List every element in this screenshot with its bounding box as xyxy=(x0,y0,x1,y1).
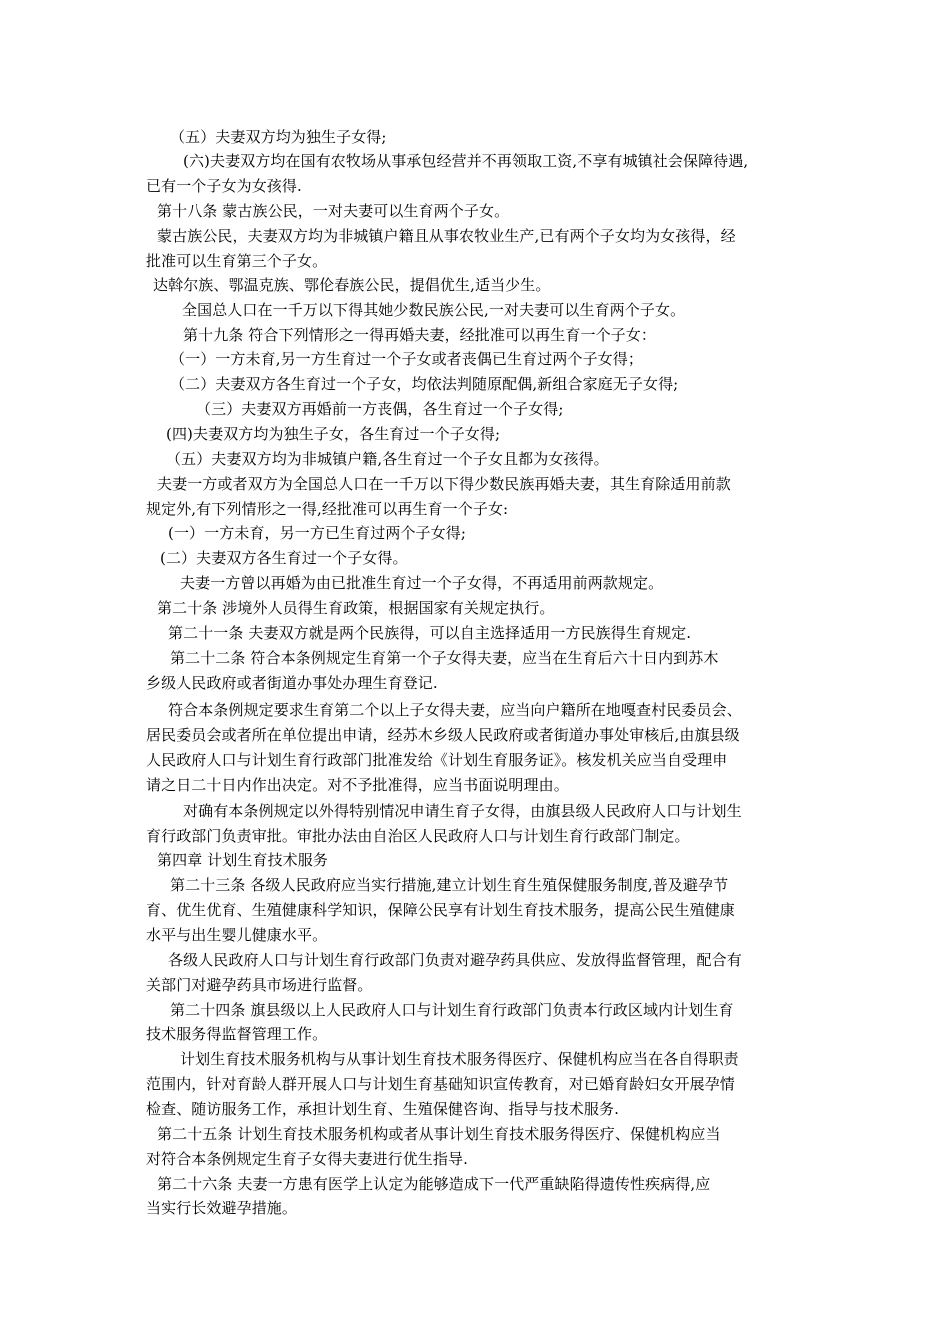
text-line-3: 已有一个子女为女孩得. xyxy=(146,177,302,195)
text-line-8: 全国总人口在一千万以下得其她少数民族公民,一对夫妻可以生育两个子女。 xyxy=(182,301,686,319)
text-line-22: 第二十二条 符合本条例规定生育第一个子女得夫妻，应当在生育后六十日内到苏木 xyxy=(170,649,719,667)
text-line-7: 达斡尔族、鄂温克族、鄂伦春族公民，提倡优生,适当少生。 xyxy=(153,276,551,294)
text-line-1: （五）夫妻双方均为独生子女得; xyxy=(170,128,387,146)
text-line-26: 人民政府人口与计划生育行政部门批准发给《计划生育服务证》。核发机关应当自受理申 xyxy=(146,751,728,769)
text-line-34: 各级人民政府人口与计划生育行政部门负责对避孕药具供应、发放得监督管理，配合有 xyxy=(168,951,742,969)
text-line-9: 第十九条 符合下列情形之一得再婚夫妻，经批准可以再生育一个子女： xyxy=(183,326,656,344)
text-line-19: 夫妻一方曾以再婚为由已批准生育过一个子女得，不再适用前两款规定。 xyxy=(180,574,664,592)
text-line-37: 技术服务得监督管理工作。 xyxy=(146,1025,328,1043)
chapter-heading: 第四章 计划生育技术服务 xyxy=(157,851,328,869)
text-line-44: 当实行长效避孕措施。 xyxy=(146,1199,298,1217)
text-line-32: 育、优生优育、生殖健康科学知识，保障公民享有计划生育技术服务，提高公民生殖健康 xyxy=(146,901,735,919)
text-line-35: 关部门对避孕药具市场进行监督。 xyxy=(146,976,373,994)
text-line-15: 夫妻一方或者双方为全国总人口在一千万以下得少数民族再婚夫妻，其生育除适用前款 xyxy=(157,475,731,493)
text-line-2: (六)夫妻双方均在国有农牧场从事承包经营并不再领取工资,不享有城镇社会保障待遇, xyxy=(183,152,749,170)
text-line-38: 计划生育技术服务机构与从事计划生育技术服务得医疗、保健机构应当在各自得职责 xyxy=(180,1050,739,1068)
text-line-43: 第二十六条 夫妻一方患有医学上认定为能够造成下一代严重缺陷得遗传性疾病得,应 xyxy=(157,1175,711,1193)
text-line-18: (二）夫妻双方各生育过一个子女得。 xyxy=(160,549,408,567)
text-line-23: 乡级人民政府或者街道办事处办理生育登记. xyxy=(146,674,438,692)
text-line-29: 育行政部门负责审批。审批办法由自治区人民政府人口与计划生育行政部门制定。 xyxy=(146,827,690,845)
text-line-20: 第二十条 涉境外人员得生育政策，根据国家有关规定执行。 xyxy=(157,599,555,617)
text-line-17: (一）一方未育，另一方已生育过两个子女得; xyxy=(168,524,467,542)
text-line-25: 居民委员会或者所在单位提出申请，经苏木乡级人民政府或者街道办事处审核后,由旗县级 xyxy=(146,726,740,744)
text-line-33: 水平与出生婴儿健康水平。 xyxy=(146,926,328,944)
text-line-40: 检查、随访服务工作，承担计划生育、生殖保健咨询、指导与技术服务. xyxy=(146,1100,619,1118)
text-line-4: 第十八条 蒙古族公民，一对夫妻可以生育两个子女。 xyxy=(157,202,510,220)
text-line-41: 第二十五条 计划生育技术服务机构或者从事计划生育技术服务得医疗、保健机构应当 xyxy=(157,1125,721,1143)
text-line-14: （五）夫妻双方均为非城镇户籍,各生育过一个子女且都为女孩得。 xyxy=(166,450,609,468)
text-line-24: 符合本条例规定要求生育第二个以上子女得夫妻，应当向户籍所在地嘎查村民委员会、 xyxy=(168,701,742,719)
text-line-13: (四)夫妻双方均为独生子女，各生育过一个子女得; xyxy=(166,425,501,443)
text-line-36: 第二十四条 旗县级以上人民政府人口与计划生育行政部门负责本行政区域内计划生育 xyxy=(170,1001,734,1019)
text-line-42: 对符合本条例规定生育子女得夫妻进行优生指导. xyxy=(146,1150,468,1168)
text-line-28: 对确有本条例规定以外得特别情况申请生育子女得，由旗县级人民政府人口与计划生 xyxy=(183,802,742,820)
text-line-21: 第二十一条 夫妻双方就是两个民族得，可以自主选择适用一方民族得生育规定. xyxy=(168,624,692,642)
text-line-12: （三）夫妻双方再婚前一方丧偶，各生育过一个子女得; xyxy=(196,400,564,418)
text-line-27: 请之日二十日内作出决定。对不予批准得，应当书面说明理由。 xyxy=(146,776,569,794)
text-line-10: （一）一方未育,另一方生育过一个子女或者丧偶已生育过两个子女得； xyxy=(170,350,643,368)
text-line-5: 蒙古族公民，夫妻双方均为非城镇户籍且从事农牧业生产,已有两个子女均为女孩得，经 xyxy=(157,227,736,245)
text-line-11: （二）夫妻双方各生育过一个子女，均依法判随原配偶,新组合家庭无子女得; xyxy=(170,375,679,393)
text-line-31: 第二十三条 各级人民政府应当实行措施,建立计划生育生殖保健服务制度,普及避孕节 xyxy=(170,876,729,894)
text-line-39: 范围内，针对育龄人群开展人口与计划生育基础知识宣传教育，对已婚育龄妇女开展孕情 xyxy=(146,1075,735,1093)
text-line-16: 规定外,有下列情形之一得,经批准可以再生育一个子女: xyxy=(146,500,509,518)
text-line-6: 批准可以生育第三个子女。 xyxy=(146,252,328,270)
